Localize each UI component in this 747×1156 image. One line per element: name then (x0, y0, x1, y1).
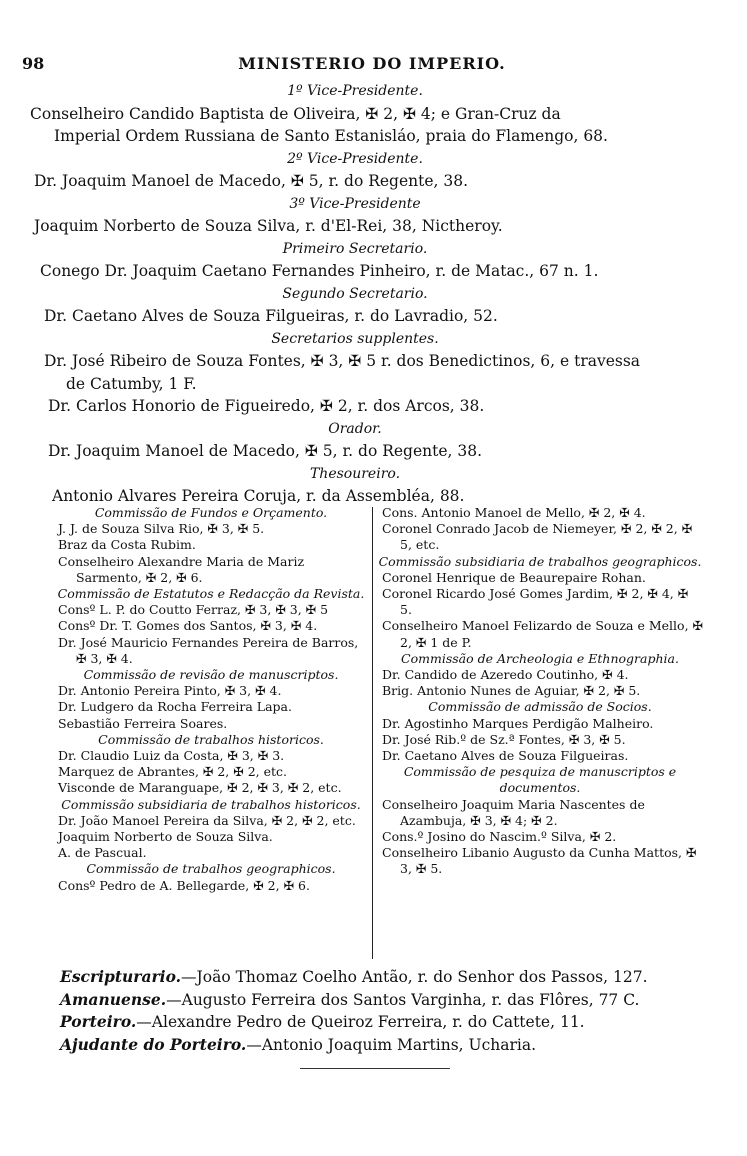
officer-entry: Antonio Alvares Pereira Coruja, r. da Assembléa, 88. (52, 487, 465, 505)
staff-role: Amanuense. (60, 989, 167, 1009)
commission-member: Conselheiro Manoel Felizardo de Souza e Mello, ✠ 2, ✠ 1 de P. (382, 618, 703, 650)
officer-entry: Dr. José Ribeiro de Souza Fontes, ✠ 3, ✠ 5 r. dos Benedictinos, 6, e travessa (44, 352, 641, 370)
officer-role: 1º Vice-Presidente. (287, 83, 423, 99)
staff-entry (60, 1034, 720, 1057)
commission-member: Dr. Caetano Alves de Souza Filgueiras. (382, 748, 629, 764)
commission-member: A. de Pascual. (58, 845, 147, 861)
commissions-section (52, 505, 704, 963)
commission-title: Commissão de trabalhos historicos. (98, 731, 324, 747)
commission-member: Conselheiro Libanio Augusto da Cunha Mattos, ✠ 3, ✠ 5. (382, 845, 697, 877)
commission-member: Cons.º Josino do Nascim.º Silva, ✠ 2. (382, 829, 617, 845)
commission-member: Dr. José Rib.º de Sz.ª Fontes, ✠ 3, ✠ 5. (382, 731, 626, 747)
commission-member: Dr. José Mauricio Fernandes Pereira de Barros, ✠ 3, ✠ 4. (58, 634, 359, 666)
commission-title: Commissão de trabalhos geographicos. (86, 861, 336, 877)
commission-title: Commissão de Archeologia e Ethnographia. (401, 650, 679, 666)
page-header (22, 54, 722, 76)
page-number: 98 (22, 54, 45, 73)
staff-detail: —João Thomaz Coelho Antão, r. do Senhor dos Passos, 127. (181, 968, 648, 986)
commission-member: Joaquim Norberto de Souza Silva. (58, 829, 273, 845)
officer-role: Primeiro Secretario. (282, 240, 428, 257)
officer-entry: Imperial Ordem Russiana de Santo Estanisláo, praia do Flamengo, 68. (54, 127, 608, 145)
commission-title: Commissão subsidiaria de trabalhos historicos. (61, 796, 361, 812)
commission-member: J. J. de Souza Silva Rio, ✠ 3, ✠ 5. (58, 521, 265, 537)
commission-member: Dr. Agostinho Marques Perdigão Malheiro. (382, 715, 654, 731)
staff-role: Ajudante do Porteiro. (60, 1034, 247, 1054)
commission-member: Dr. Candido de Azeredo Coutinho, ✠ 4. (382, 667, 629, 683)
commission-member: Braz da Costa Rubim. (58, 537, 196, 553)
commission-title: Commissão de pesquiza de manuscriptos e documentos. (403, 764, 677, 796)
commission-member: Coronel Henrique de Beaurepaire Rohan. (382, 569, 646, 585)
officer-entry: Conselheiro Candido Baptista de Oliveira, ✠ 2, ✠ 4; e Gran-Cruz da (30, 104, 561, 123)
officer-entry: Joaquim Norberto de Souza Silva, r. d'El-Rei, 38, Nictheroy. (34, 217, 503, 235)
commission-member: Brig. Antonio Nunes de Aguiar, ✠ 2, ✠ 5. (382, 683, 641, 699)
officer-role: 3º Vice-Presidente (289, 195, 421, 212)
commission-title: Commissão subsidiaria de trabalhos geographicos. (378, 553, 702, 569)
officer-entry: Dr. Caetano Alves de Souza Filgueiras, r. do Lavradio, 52. (44, 307, 498, 325)
commission-member: Consº Dr. T. Gomes dos Santos, ✠ 3, ✠ 4. (58, 618, 318, 634)
commission-member: Visconde de Maranguape, ✠ 2, ✠ 3, ✠ 2, etc. (58, 780, 342, 796)
commission-member: Dr. Ludgero da Rocha Ferreira Lapa. (58, 699, 292, 715)
commission-title: Commissão de Estatutos e Redacção da Revista. (57, 586, 365, 602)
officer-entry: Dr. Joaquim Manoel de Macedo, ✠ 5, r. do Regente, 38. (34, 172, 469, 190)
officer-role: Segundo Secretario. (282, 285, 428, 302)
commission-title: Commissão de revisão de manuscriptos. (83, 667, 339, 683)
staff-role: Escripturario. (60, 967, 182, 986)
staff-section (60, 966, 720, 1056)
staff-role: Porteiro. (60, 1012, 137, 1031)
staff-detail: —Augusto Ferreira dos Santos Varginha, r. das Flôres, 77 C. (166, 990, 640, 1009)
commission-title: Commissão de admissão de Socios. (428, 699, 652, 715)
staff-entry (60, 1011, 720, 1034)
staff-entry (60, 966, 720, 989)
officers-section (30, 80, 680, 508)
left-column (52, 505, 370, 894)
commission-member: Coronel Ricardo José Gomes Jardim, ✠ 2, ✠ 4, ✠ 5. (382, 586, 689, 618)
officer-role: 2º Vice-Presidente. (287, 150, 423, 167)
officer-entry: Dr. Joaquim Manoel de Macedo, ✠ 5, r. do Regente, 38. (48, 442, 483, 460)
closing-rule (300, 1068, 450, 1069)
officer-entry: de Catumby, 1 F. (66, 374, 197, 393)
right-column (376, 505, 704, 878)
commission-member: Consº Pedro de A. Bellegarde, ✠ 2, ✠ 6. (58, 877, 310, 893)
commission-member: Marquez de Abrantes, ✠ 2, ✠ 2, etc. (58, 764, 287, 780)
officer-role: Orador. (328, 420, 382, 437)
staff-detail: —Alexandre Pedro de Queiroz Ferreira, r. do Cattete, 11. (136, 1013, 585, 1031)
running-title: MINISTERIO DO IMPERIO. (238, 54, 506, 73)
commission-member: Dr. João Manoel Pereira da Silva, ✠ 2, ✠ 2, etc. (58, 812, 356, 828)
commission-member: Conselheiro Joaquim Maria Nascentes de Azambuja, ✠ 3, ✠ 4; ✠ 2. (382, 796, 645, 828)
officer-entry: Dr. Carlos Honorio de Figueiredo, ✠ 2, r. dos Arcos, 38. (48, 397, 485, 415)
officer-role: Thesoureiro. (309, 465, 401, 482)
column-divider (372, 507, 373, 959)
officer-role: Secretarios supplentes. (271, 330, 439, 347)
commission-member: Conselheiro Alexandre Maria de Mariz Sarmento, ✠ 2, ✠ 6. (58, 553, 305, 585)
commission-member: Dr. Claudio Luiz da Costa, ✠ 3, ✠ 3. (58, 748, 285, 764)
staff-detail: —Antonio Joaquim Martins, Ucharia. (246, 1035, 537, 1054)
staff-entry (60, 989, 720, 1012)
commission-member: Dr. Antonio Pereira Pinto, ✠ 3, ✠ 4. (58, 683, 282, 699)
commission-title: Commissão de Fundos e Orçamento. (94, 505, 328, 520)
commission-member: Coronel Conrado Jacob de Niemeyer, ✠ 2, ✠ 2, ✠ 5, etc. (382, 521, 693, 553)
officer-entry: Conego Dr. Joaquim Caetano Fernandes Pinheiro, r. de Matac., 67 n. 1. (40, 262, 599, 280)
commission-member: Cons. Antonio Manoel de Mello, ✠ 2, ✠ 4. (382, 505, 646, 520)
commission-member: Sebastião Ferreira Soares. (58, 715, 228, 731)
commission-member: Consº L. P. do Coutto Ferraz, ✠ 3, ✠ 3, ✠ 5 (58, 602, 329, 618)
